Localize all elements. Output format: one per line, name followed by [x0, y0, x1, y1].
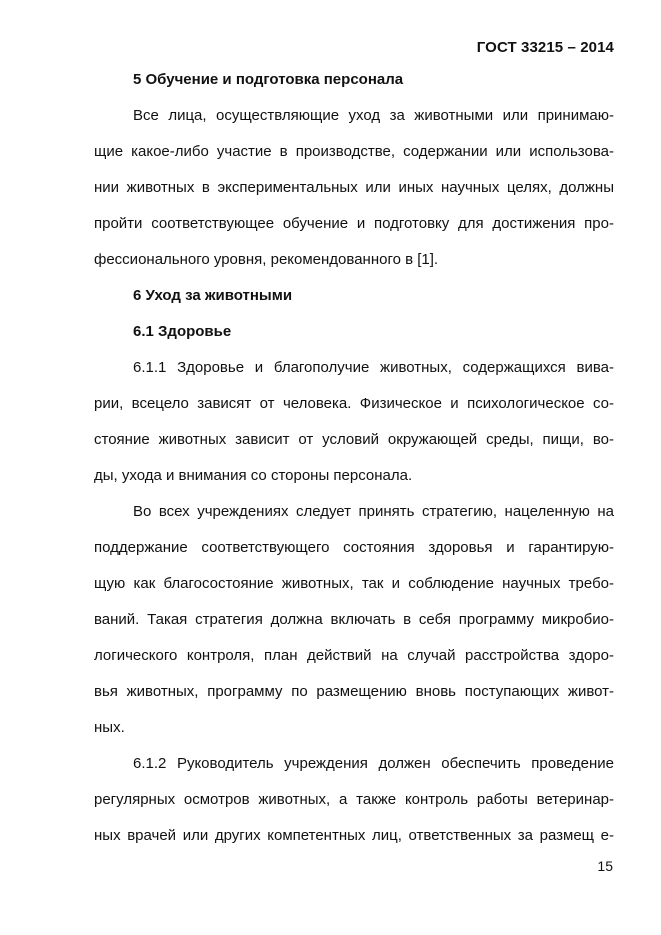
text-line: нии животных в экспериментальных или иных научных целях, должны [94, 179, 614, 196]
text-line: рии, всецело зависят от человека. Физическое и психологическое со- [94, 395, 614, 412]
strategy-paragraph [94, 494, 614, 746]
section-5-paragraph [94, 98, 614, 278]
page-number: 15 [597, 858, 613, 874]
clause-6-1-2-paragraph [94, 746, 614, 854]
text-line: ных. [94, 719, 125, 736]
text-line: Все лица, осуществляющие уход за животными или принимаю- [133, 107, 614, 124]
text-line: вья животных, программу по размещению вновь поступающих живот- [94, 683, 614, 700]
clause-6-1-1-paragraph [94, 350, 614, 494]
text-line: щие какое-либо участие в производстве, содержании или использова- [94, 143, 614, 160]
text-line: пройти соответствующее обучение и подготовку для достижения про- [94, 215, 614, 232]
text-line: фессионального уровня, рекомендованного в [1]. [94, 251, 439, 268]
text-line: 6.1.2 Руководитель учреждения должен обеспечить проведение [133, 755, 614, 772]
text-line: 6.1.1 Здоровье и благополучие животных, содержащихся вива- [133, 359, 614, 376]
subsection-6-1-heading: 6.1 Здоровье [133, 323, 232, 340]
text-line: стояние животных зависит от условий окружающей среды, пищи, во- [94, 431, 614, 448]
text-line: ваний. Такая стратегия должна включать в себя программу микробио- [94, 611, 614, 628]
text-line: ды, ухода и внимания со стороны персонала. [94, 467, 413, 484]
document-body [94, 62, 614, 854]
section-5-heading: 5 Обучение и подготовка персонала [133, 71, 404, 88]
text-line: логического контроля, план действий на случай расстройства здоро- [94, 647, 614, 664]
section-6-heading: 6 Уход за животными [133, 287, 293, 304]
text-line: поддержание соответствующего состояния здоровья и гарантирую- [94, 539, 614, 556]
text-line: регулярных осмотров животных, а также контроль работы ветеринар- [94, 791, 614, 808]
text-line: щую как благосостояние животных, так и соблюдение научных требо- [94, 575, 614, 592]
text-line: Во всех учреждениях следует принять стратегию, нацеленную на [133, 503, 614, 520]
text-line: ных врачей или других компетентных лиц, ответственных за размещ е- [94, 827, 614, 844]
document-standard-id: ГОСТ 33215 – 2014 [476, 39, 614, 56]
